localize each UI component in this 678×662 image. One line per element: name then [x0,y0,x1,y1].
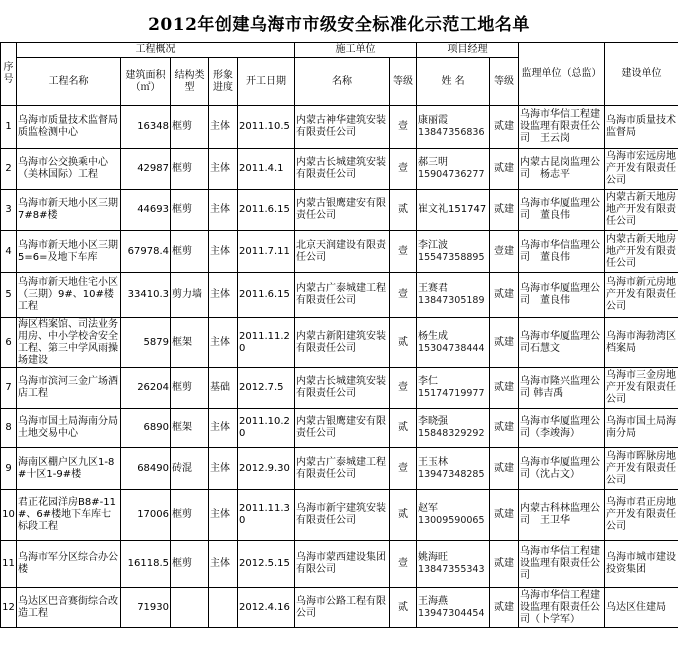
project-name-cell: 乌海市新天地住宅小区（三期）9#、10#楼工程 [17,273,121,318]
seq-cell: 11 [1,541,17,588]
builder-cell: 内蒙古新天地房地产开发有限责任公司 [605,190,678,231]
manager-name: 郝三明 [418,157,449,168]
progress-cell [209,588,238,628]
structure-cell: 框架 [171,318,209,368]
manager-grade-cell: 贰建 [490,448,519,490]
manager-phone: 13847305189 [418,295,485,306]
contractor-grade-cell: 壹 [390,541,417,588]
progress-cell: 主体 [209,231,238,273]
manager-cell [417,106,490,149]
manager-cell [417,149,490,190]
contractor-grade-cell: 壹 [390,448,417,490]
manager-name: 赵军 [418,503,439,514]
manager-grade-cell: 贰建 [490,541,519,588]
contractor-cell: 乌海市新宇建筑安装有限责任公司 [295,490,390,541]
builder-cell: 乌海市国土局海南分局 [605,409,678,448]
manager-grade-cell: 贰建 [490,409,519,448]
area-cell: 6890 [121,409,171,448]
seq-header: 序号 [1,43,17,106]
manager-grade-cell: 贰建 [490,190,519,231]
contractor-grade-cell: 壹 [390,149,417,190]
project-name-cell: 海南区棚户区九区1-8#十区1-9#楼 [17,448,121,490]
contractor-cell: 乌海市蒙西建设集团有限公司 [295,541,390,588]
area-cell: 26204 [121,368,171,409]
seq-cell: 2 [1,149,17,190]
supervisor-cell: 乌海市隆兴监理公司 韩吉禹 [519,368,605,409]
project-name-cell: 乌海市新天地小区三期5=6=及地下车库 [17,231,121,273]
contractor-grade-cell: 贰 [390,409,417,448]
contractor-grade-cell: 壹 [390,106,417,149]
manager-cell [417,190,490,231]
seq-cell: 5 [1,273,17,318]
area-cell: 16118.5 [121,541,171,588]
area-cell: 42987 [121,149,171,190]
structure-cell: 框剪 [171,490,209,541]
start-date-cell: 2012.9.30 [238,448,295,490]
manager-phone: 15547358895 [418,251,485,263]
start-date-cell: 2012.5.15 [238,541,295,588]
supervisor-cell: 乌海市华信工程建设监理有限责任公司 [519,541,605,588]
project-name-cell: 乌海市国土局海南分局土地交易中心 [17,409,121,448]
area-cell: 67978.4 [121,231,171,273]
contractor-cell: 乌海市公路工程有限公司 [295,588,390,628]
contractor-name-header: 名称 [295,58,390,106]
structure-header: 结构类型 [171,58,209,106]
builder-cell: 乌海市三金房地产开发有限责任公司 [605,368,678,409]
manager-name: 康丽霞 [418,115,449,126]
contractor-cell: 内蒙古长城建筑安装有限责任公司 [295,368,390,409]
builder-cell: 乌海市宏远房地产开发有限责任公司 [605,149,678,190]
builder-cell: 乌海市君正房地产开发有限责任公司 [605,490,678,541]
area-cell: 5879 [121,318,171,368]
manager-cell [417,541,490,588]
start-date-cell: 2011.6.15 [238,273,295,318]
seq-cell: 6 [1,318,17,368]
progress-cell: 主体 [209,409,238,448]
supervisor-cell: 乌海市华厦监理公司（李竣海） [519,409,605,448]
supervisor-cell: 乌海市华信监理公司 董良伟 [519,231,605,273]
manager-grade-cell: 贰建 [490,588,519,628]
seq-cell: 10 [1,490,17,541]
overview-header: 工程概况 [17,43,295,58]
supervisor-cell: 乌海市华信工程建设监理有限责任公司（卜学军） [519,588,605,628]
contractor-cell: 内蒙古长城建筑安装有限责任公司 [295,149,390,190]
manager-name-header: 姓 名 [417,58,490,106]
seq-cell: 4 [1,231,17,273]
builder-cell: 乌海市城市建设投资集团 [605,541,678,588]
seq-cell: 12 [1,588,17,628]
start-date-cell: 2012.7.5 [238,368,295,409]
start-date-cell: 2011.11.20 [238,318,295,368]
project-name-cell: 君正花园洋房B8#-11#、6#楼地下车库七标段工程 [17,490,121,541]
manager-header: 项目经理 [417,43,519,58]
contractor-cell: 内蒙古神华建筑安装有限责任公司 [295,106,390,149]
manager-phone: 13847356836 [418,127,485,138]
area-header: 建筑面积（㎡） [121,58,171,106]
structure-cell: 框剪 [171,149,209,190]
contractor-grade-cell: 壹 [390,231,417,273]
table-row [1,149,678,190]
page-title: 2012年创建乌海市市级安全标准化示范工地名单 [148,15,530,35]
builder-cell: 乌达区住建局 [605,588,678,628]
manager-name: 李江波 [418,239,449,251]
manager-name: 李仁 [418,376,439,387]
manager-cell [417,368,490,409]
area-cell: 68490 [121,448,171,490]
project-name-cell: 乌海市质量技术监督局质监检测中心 [17,106,121,149]
builder-cell: 乌海市晖脉房地产开发有限责任公司 [605,448,678,490]
builder-cell: 乌海市新元房地产开发有限责任公司 [605,273,678,318]
manager-grade-cell: 贰建 [490,106,519,149]
supervisor-cell: 乌海市华厦监理公司（沈占文） [519,448,605,490]
structure-cell: 框剪 [171,106,209,149]
seq-cell: 8 [1,409,17,448]
seq-cell: 1 [1,106,17,149]
area-cell: 71930 [121,588,171,628]
table-row [1,190,678,231]
contractor-cell: 内蒙古新阳建筑安装有限责任公司 [295,318,390,368]
contractor-cell: 内蒙古银鹰建安有限责任公司 [295,190,390,231]
structure-cell: 框剪 [171,231,209,273]
contractor-grade-cell: 贰 [390,490,417,541]
project-name-cell: 乌海市滨河三金广场酒店工程 [17,368,121,409]
seq-cell: 9 [1,448,17,490]
area-cell: 44693 [121,190,171,231]
supervisor-cell: 内蒙古科林监理公司 王卫华 [519,490,605,541]
manager-cell [417,273,490,318]
manager-cell [417,409,490,448]
supervisor-cell: 内蒙古昆岗监理公司 杨志平 [519,149,605,190]
manager-phone: 15848329292 [418,428,485,439]
project-name-cell: 乌海市新天地小区三期7#8#楼 [17,190,121,231]
progress-cell: 主体 [209,190,238,231]
table-row [1,368,678,409]
start-date-cell: 2012.4.16 [238,588,295,628]
manager-name: 杨生成 [418,330,449,342]
contractor-grade-cell: 贰 [390,318,417,368]
contractor-grade-header: 等级 [390,58,417,106]
area-cell: 17006 [121,490,171,541]
project-name-cell: 乌海市军分区综合办公楼 [17,541,121,588]
manager-grade-cell: 壹建 [490,231,519,273]
table-row [1,588,678,628]
seq-cell: 7 [1,368,17,409]
progress-cell: 主体 [209,273,238,318]
manager-cell [417,318,490,368]
progress-header: 形象进度 [209,58,238,106]
project-name-cell: 乌达区巴音赛街综合改造工程 [17,588,121,628]
manager-grade-cell: 贰建 [490,318,519,368]
builder-cell: 乌海市海勃湾区档案局 [605,318,678,368]
project-table [0,42,678,628]
manager-name: 李晓强 [418,416,449,427]
manager-name: 崔文礼151747 [418,204,487,215]
contractor-grade-cell: 贰 [390,588,417,628]
area-cell: 33410.3 [121,273,171,318]
progress-cell: 主体 [209,490,238,541]
table-row [1,231,678,273]
manager-phone: 13947304454 [418,607,485,619]
builder-header: 建设单位 [605,43,678,106]
manager-name: 王赛君 [418,283,449,294]
progress-cell: 基础 [209,368,238,409]
contractor-grade-cell: 壹 [390,273,417,318]
supervisor-cell: 乌海市华信工程建设监理有限责任公司 王云岗 [519,106,605,149]
manager-name: 王海燕 [418,595,449,607]
manager-phone: 13009590065 [418,515,485,526]
table-row [1,490,678,541]
structure-cell [171,588,209,628]
table-row [1,318,678,368]
start-date-cell: 2011.11.30 [238,490,295,541]
manager-phone: 13947348285 [418,468,485,480]
manager-cell [417,231,490,273]
project-name-header: 工程名称 [17,58,121,106]
structure-cell: 砖混 [171,448,209,490]
structure-cell: 剪力墙 [171,273,209,318]
seq-cell: 3 [1,190,17,231]
manager-phone: 15304738444 [418,342,485,354]
manager-cell [417,588,490,628]
structure-cell: 框剪 [171,541,209,588]
contractor-header: 施工单位 [295,43,417,58]
supervisor-cell: 乌海市华厦监理公司 董良伟 [519,190,605,231]
manager-name: 姚海旺 [418,552,449,563]
header-row-1 [1,43,678,58]
table-row [1,448,678,490]
project-name-cell: 乌海市公交换乘中心（美林国际）工程 [17,149,121,190]
table-row [1,106,678,149]
manager-cell [417,448,490,490]
start-date-header: 开工日期 [238,58,295,106]
contractor-cell: 内蒙古广泰城建工程有限责任公司 [295,448,390,490]
contractor-cell: 内蒙古广泰城建工程有限责任公司 [295,273,390,318]
progress-cell: 主体 [209,541,238,588]
table-row [1,409,678,448]
structure-cell: 框剪 [171,190,209,231]
area-cell: 16348 [121,106,171,149]
start-date-cell: 2011.6.15 [238,190,295,231]
manager-cell [417,490,490,541]
progress-cell: 主体 [209,318,238,368]
structure-cell: 框剪 [171,368,209,409]
manager-grade-cell: 贰建 [490,149,519,190]
start-date-cell: 2011.10.20 [238,409,295,448]
start-date-cell: 2011.10.5 [238,106,295,149]
start-date-cell: 2011.4.1 [238,149,295,190]
contractor-grade-cell: 贰 [390,190,417,231]
contractor-cell: 北京天润建设有限责任公司 [295,231,390,273]
manager-grade-cell: 贰建 [490,368,519,409]
table-row [1,541,678,588]
table-row [1,273,678,318]
manager-name: 王玉林 [418,456,449,468]
manager-phone: 15174719977 [418,388,485,399]
progress-cell: 主体 [209,448,238,490]
supervisor-header: 监理单位（总监） [519,43,605,106]
progress-cell: 主体 [209,106,238,149]
manager-grade-cell: 贰建 [490,273,519,318]
supervisor-cell: 乌海市华厦监理公司石慧文 [519,318,605,368]
builder-cell: 乌海市质量技术监督局 [605,106,678,149]
manager-phone: 13847355343 [418,564,485,575]
manager-phone: 15904736277 [418,169,485,180]
builder-cell: 内蒙古新天地房地产开发有限责任公司 [605,231,678,273]
project-name-cell: 海区档案馆、司法业务用房、中小学校舍安全工程、第三中学风雨操场建设 [17,318,121,368]
manager-grade-header: 等级 [490,58,519,106]
manager-grade-cell: 贰建 [490,490,519,541]
progress-cell: 主体 [209,149,238,190]
structure-cell: 框架 [171,409,209,448]
contractor-cell: 内蒙古银鹰建安有限责任公司 [295,409,390,448]
supervisor-cell: 乌海市华厦监理公司 董良伟 [519,273,605,318]
contractor-grade-cell: 壹 [390,368,417,409]
start-date-cell: 2011.7.11 [238,231,295,273]
